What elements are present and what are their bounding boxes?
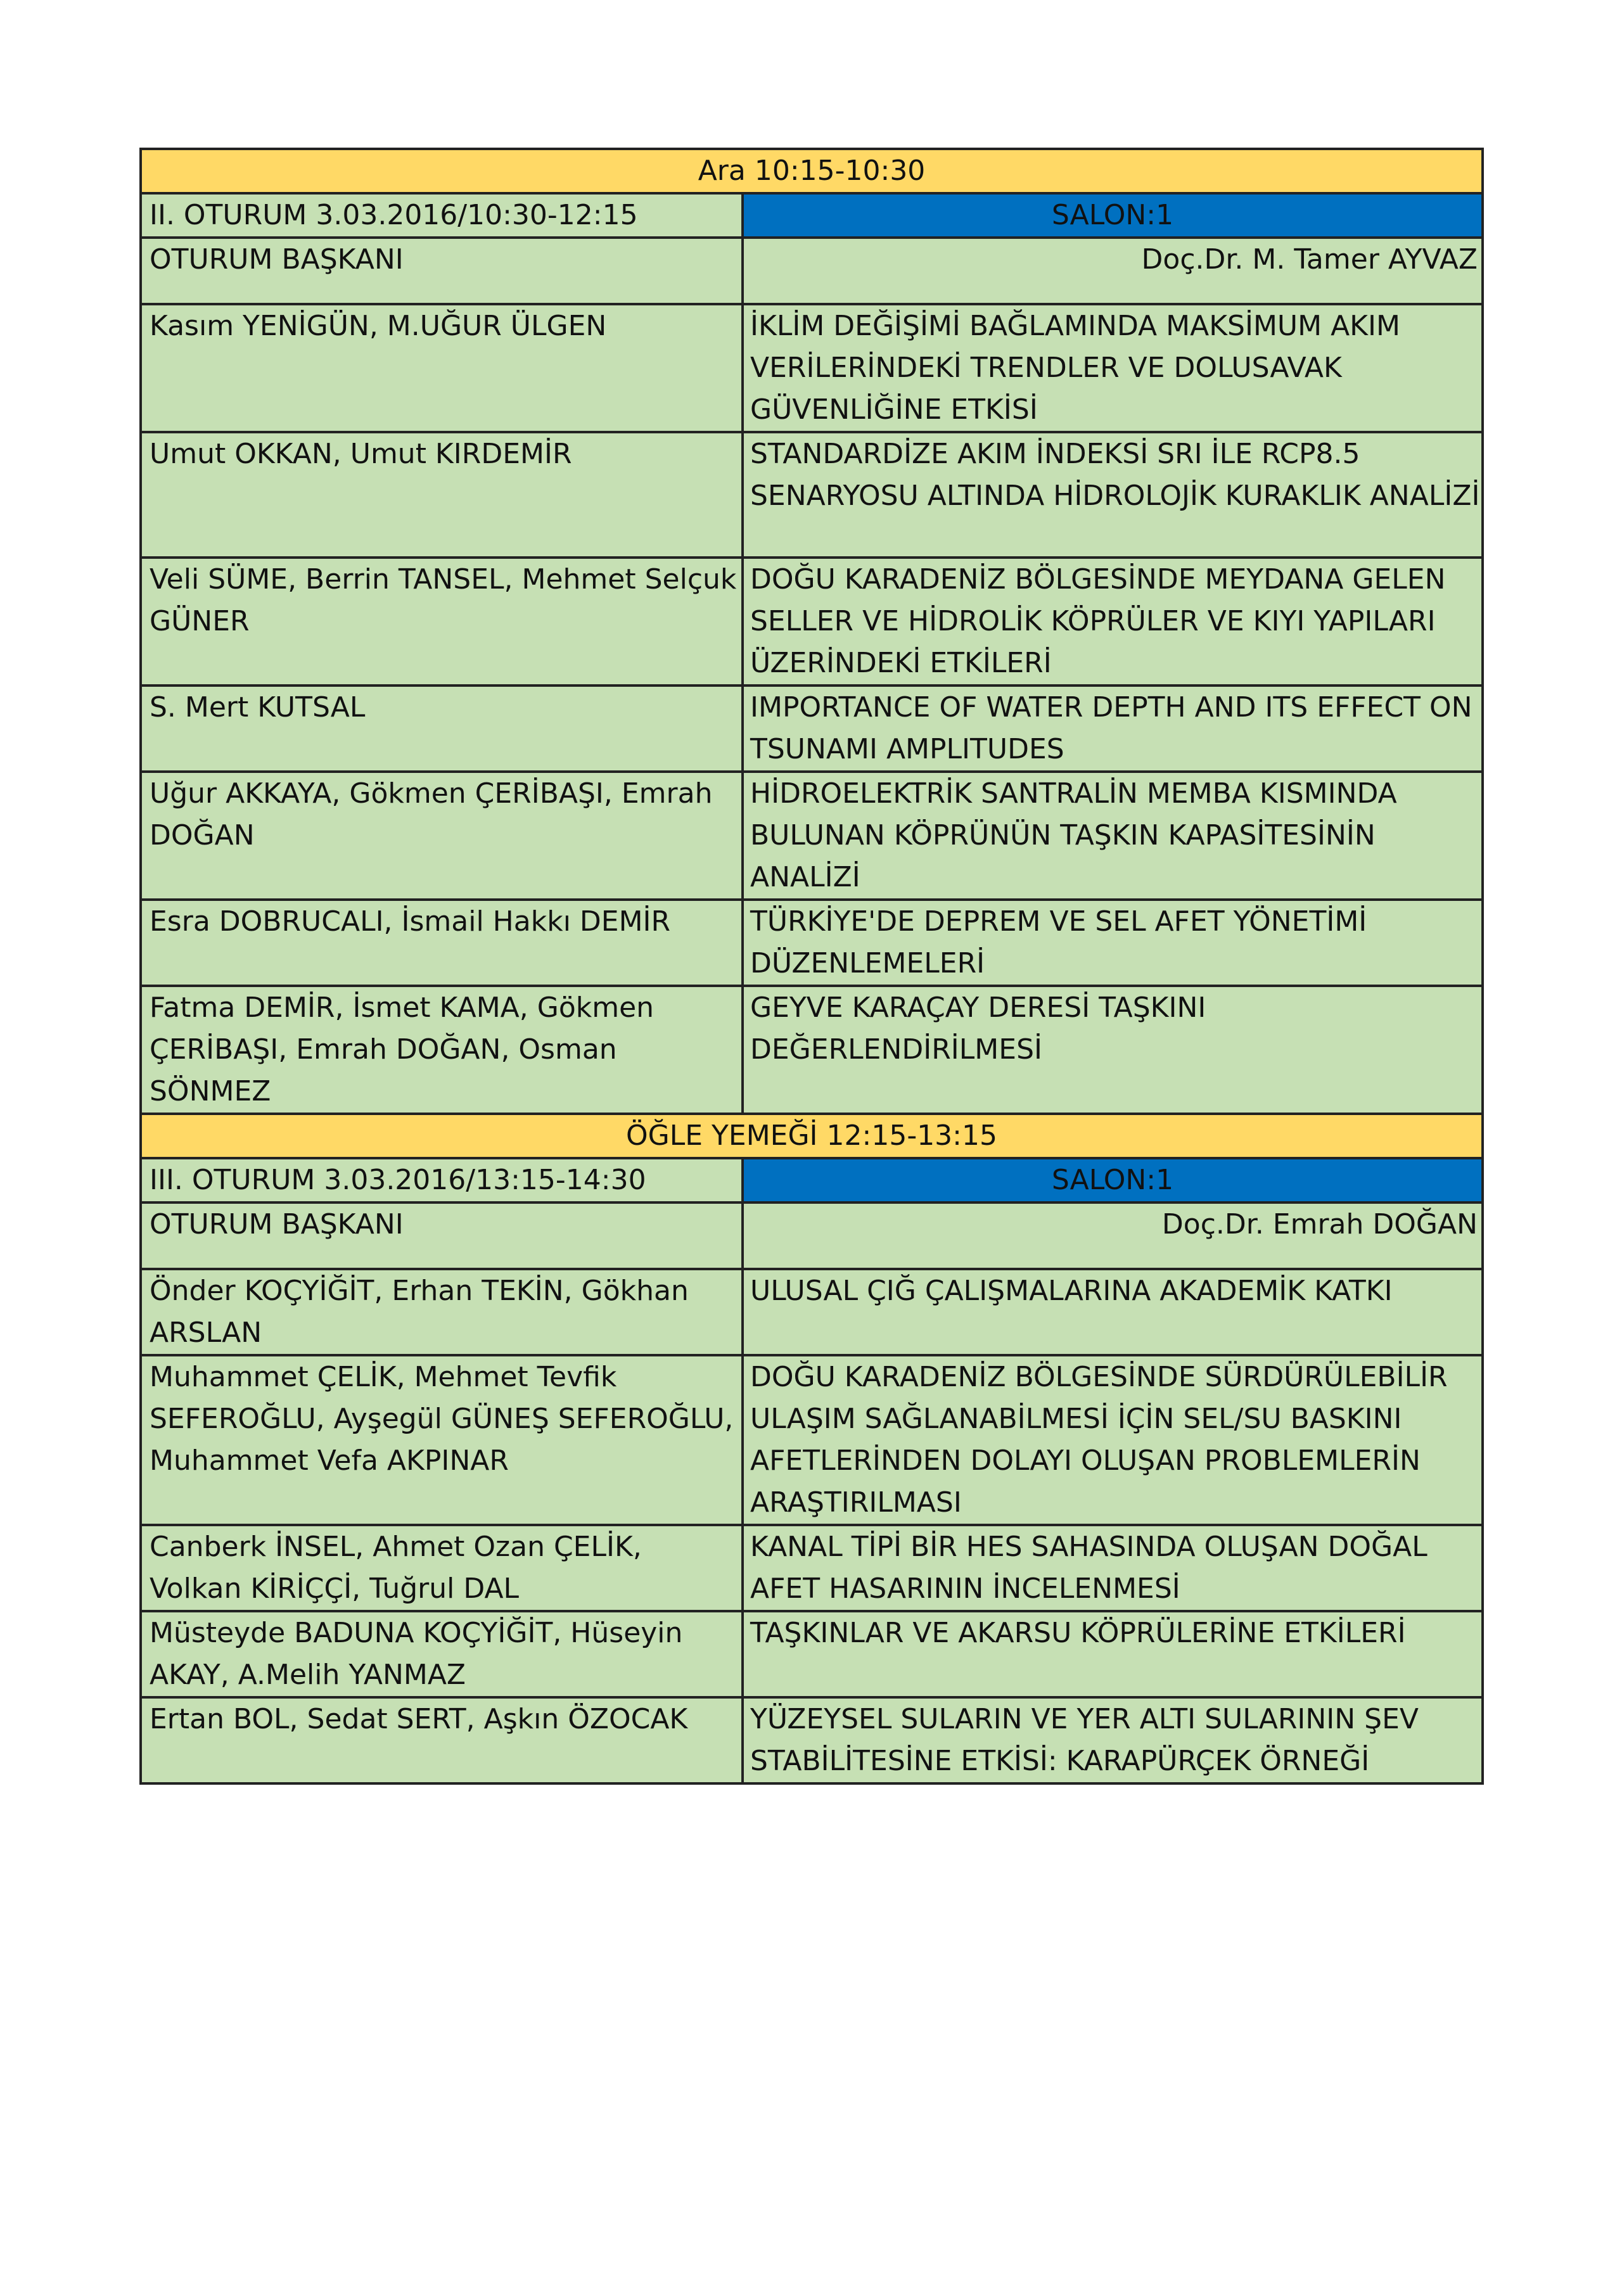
paper-authors: Önder KOÇYİĞİT, Erhan TEKİN, Gökhan ARSLAN (141, 1269, 743, 1355)
salon-label: SALON:1 (743, 1158, 1483, 1202)
session-header-row (141, 193, 1483, 238)
paper-title: DOĞU KARADENİZ BÖLGESİNDE SÜRDÜRÜLEBİLİR ULAŞIM SAĞLANABİLMESİ İÇİN SEL/SU BASKINI AFETLERİNDEN DOLAYI OLUŞAN PROBLEMLERİN ARAŞTIRILMASI (743, 1355, 1483, 1525)
chair-name: Doç.Dr. Emrah DOĞAN (743, 1202, 1483, 1269)
session-title: III. OTURUM 3.03.2016/13:15-14:30 (141, 1158, 743, 1202)
paper-row (141, 558, 1483, 686)
paper-row (141, 432, 1483, 558)
chair-label: OTURUM BAŞKANI (141, 238, 743, 304)
paper-row (141, 1697, 1483, 1783)
paper-row (141, 1355, 1483, 1525)
paper-authors: Müsteyde BADUNA KOÇYİĞİT, Hüseyin AKAY, A.Melih YANMAZ (141, 1611, 743, 1697)
salon-label: SALON:1 (743, 193, 1483, 238)
chair-row (141, 1202, 1483, 1269)
paper-authors: Muhammet ÇELİK, Mehmet Tevfik SEFEROĞLU, Ayşegül GÜNEŞ SEFEROĞLU, Muhammet Vefa AKPINAR (141, 1355, 743, 1525)
paper-title: TAŞKINLAR VE AKARSU KÖPRÜLERİNE ETKİLERİ (743, 1611, 1483, 1697)
chair-name: Doç.Dr. M. Tamer AYVAZ (743, 238, 1483, 304)
paper-authors: S. Mert KUTSAL (141, 686, 743, 772)
paper-row (141, 772, 1483, 900)
chair-label: OTURUM BAŞKANI (141, 1202, 743, 1269)
paper-title: ULUSAL ÇIĞ ÇALIŞMALARINA AKADEMİK KATKI (743, 1269, 1483, 1355)
paper-row (141, 304, 1483, 432)
break-label: Ara 10:15-10:30 (141, 149, 1483, 193)
session-header-row (141, 1158, 1483, 1202)
paper-row (141, 986, 1483, 1114)
paper-authors: Umut OKKAN, Umut KIRDEMİR (141, 432, 743, 558)
paper-authors: Kasım YENİGÜN, M.UĞUR ÜLGEN (141, 304, 743, 432)
paper-row (141, 900, 1483, 986)
paper-row (141, 1525, 1483, 1611)
chair-row (141, 238, 1483, 304)
paper-title: HİDROELEKTRİK SANTRALİN MEMBA KISMINDA BULUNAN KÖPRÜNÜN TAŞKIN KAPASİTESİNİN ANALİZİ (743, 772, 1483, 900)
paper-row (141, 686, 1483, 772)
break-label: ÖĞLE YEMEĞİ 12:15-13:15 (141, 1114, 1483, 1158)
session-title: II. OTURUM 3.03.2016/10:30-12:15 (141, 193, 743, 238)
paper-title: GEYVE KARAÇAY DERESİ TAŞKINI DEĞERLENDİRİLMESİ (743, 986, 1483, 1114)
paper-title: YÜZEYSEL SULARIN VE YER ALTI SULARININ ŞEV STABİLİTESİNE ETKİSİ: KARAPÜRÇEK ÖRNEĞİ (743, 1697, 1483, 1783)
paper-title: IMPORTANCE OF WATER DEPTH AND ITS EFFECT ON TSUNAMI AMPLITUDES (743, 686, 1483, 772)
paper-title: İKLİM DEĞİŞİMİ BAĞLAMINDA MAKSİMUM AKIM VERİLERİNDEKİ TRENDLER VE DOLUSAVAK GÜVENLİĞİNE ETKİSİ (743, 304, 1483, 432)
paper-authors: Veli SÜME, Berrin TANSEL, Mehmet Selçuk GÜNER (141, 558, 743, 686)
paper-row (141, 1269, 1483, 1355)
schedule-table (139, 148, 1484, 1785)
paper-authors: Esra DOBRUCALI, İsmail Hakkı DEMİR (141, 900, 743, 986)
paper-authors: Canberk İNSEL, Ahmet Ozan ÇELİK, Volkan KİRİÇÇİ, Tuğrul DAL (141, 1525, 743, 1611)
paper-title: STANDARDİZE AKIM İNDEKSİ SRI İLE RCP8.5 SENARYOSU ALTINDA HİDROLOJİK KURAKLIK ANALİZİ (743, 432, 1483, 558)
break-row (141, 1114, 1483, 1158)
paper-title: KANAL TİPİ BİR HES SAHASINDA OLUŞAN DOĞAL AFET HASARININ İNCELENMESİ (743, 1525, 1483, 1611)
paper-authors: Uğur AKKAYA, Gökmen ÇERİBAŞI, Emrah DOĞAN (141, 772, 743, 900)
paper-authors: Fatma DEMİR, İsmet KAMA, Gökmen ÇERİBAŞI, Emrah DOĞAN, Osman SÖNMEZ (141, 986, 743, 1114)
break-row (141, 149, 1483, 193)
paper-title: TÜRKİYE'DE DEPREM VE SEL AFET YÖNETİMİ DÜZENLEMELERİ (743, 900, 1483, 986)
paper-authors: Ertan BOL, Sedat SERT, Aşkın ÖZOCAK (141, 1697, 743, 1783)
paper-row (141, 1611, 1483, 1697)
paper-title: DOĞU KARADENİZ BÖLGESİNDE MEYDANA GELEN SELLER VE HİDROLİK KÖPRÜLER VE KIYI YAPILARI ÜZERİNDEKİ ETKİLERİ (743, 558, 1483, 686)
